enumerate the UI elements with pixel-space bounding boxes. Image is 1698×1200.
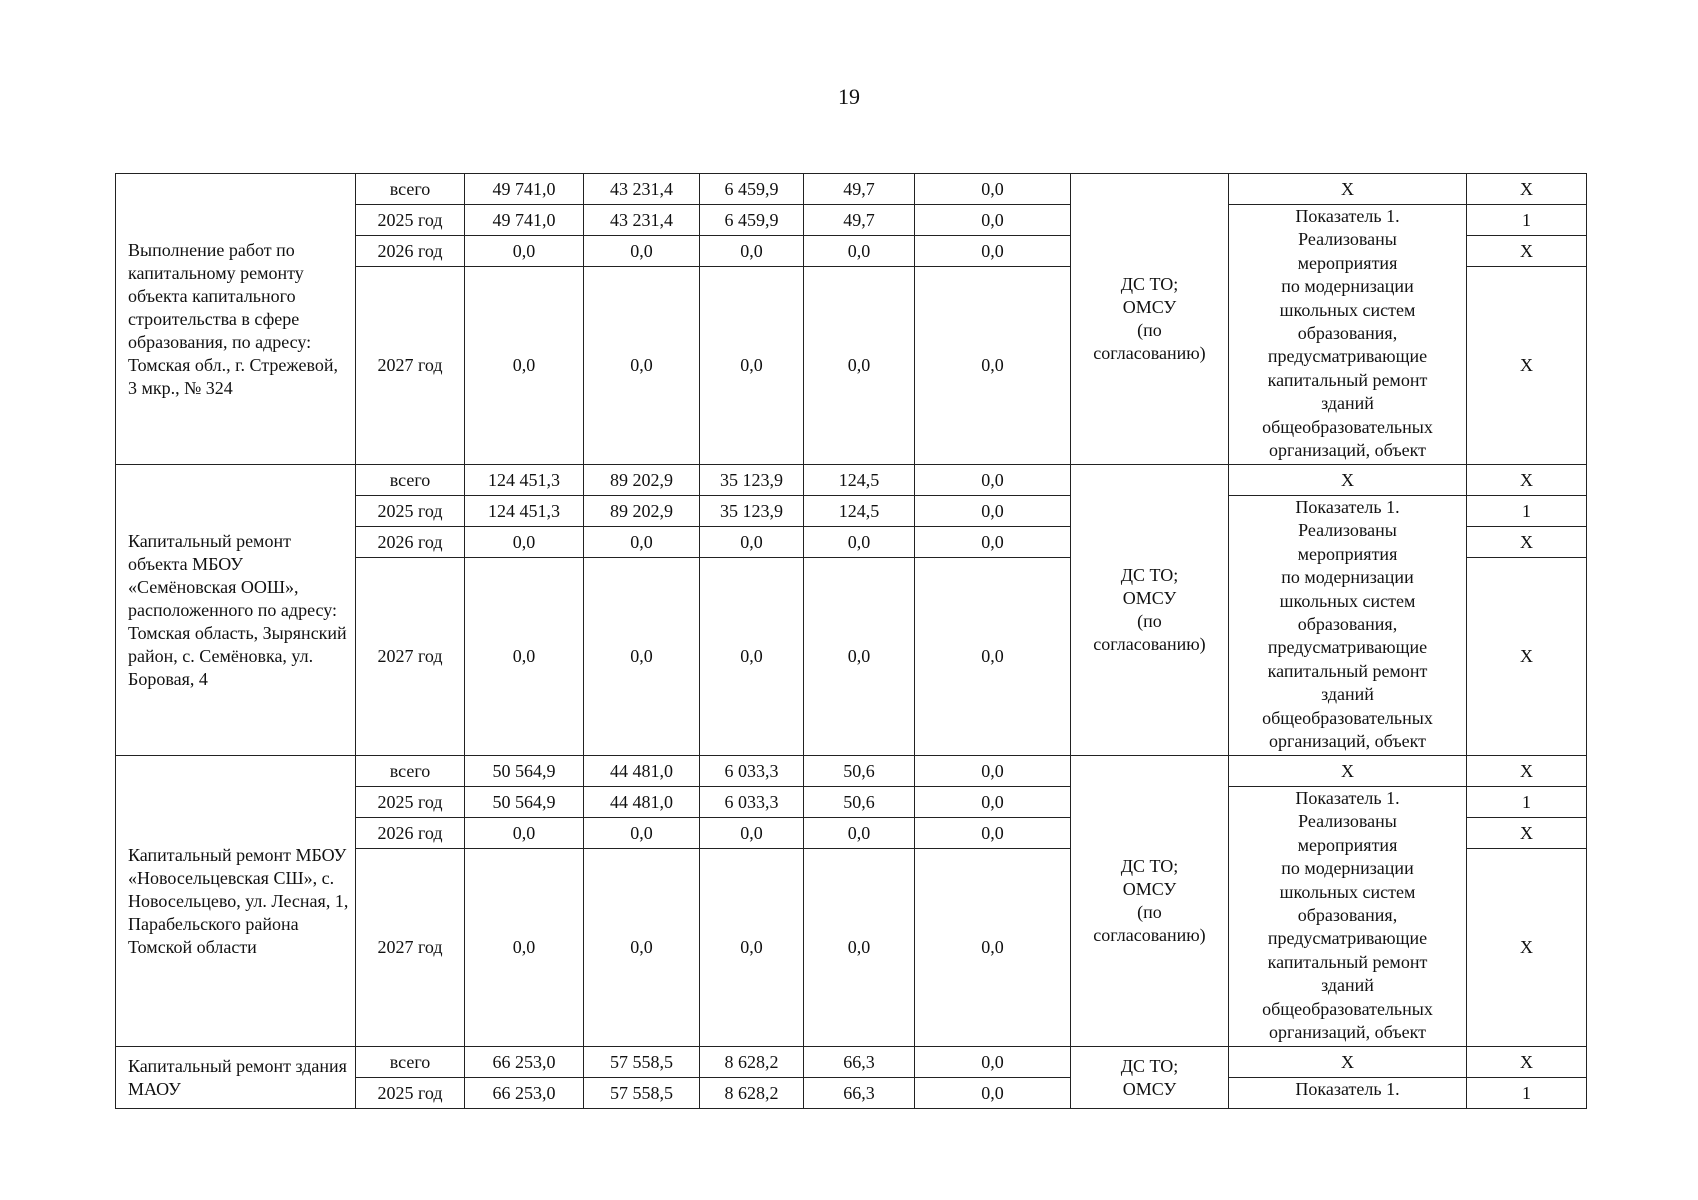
indicator-value: X: [1467, 558, 1587, 756]
executor-line: ОМСУ: [1122, 1078, 1177, 1099]
indicator-value: X: [1467, 236, 1587, 267]
amount-regional: 0,0: [700, 267, 804, 465]
page-number: 19: [838, 84, 860, 109]
amount-regional: 6 033,3: [700, 787, 804, 818]
amount-local: 0,0: [804, 527, 915, 558]
amount-other: 0,0: [915, 558, 1071, 756]
amount-local: 0,0: [804, 849, 915, 1047]
amount-regional: 8 628,2: [700, 1078, 804, 1109]
indicator-value: X: [1467, 174, 1587, 205]
indicator-line: капитальный ремонт: [1267, 951, 1428, 972]
table-row: [116, 174, 1587, 205]
amount-other: 0,0: [915, 236, 1071, 267]
indicator-line: образования,: [1297, 905, 1398, 926]
amount-regional: 6 459,9: [700, 174, 804, 205]
amount-regional: 6 459,9: [700, 205, 804, 236]
amount-total: 66 253,0: [465, 1047, 584, 1078]
executor-line: ДС ТО;: [1120, 565, 1179, 585]
indicator-line: Показатель 1.: [1295, 206, 1400, 226]
amount-total: 0,0: [465, 558, 584, 756]
amount-total: 124 451,3: [465, 465, 584, 496]
indicator-line: общеобразовательных: [1262, 998, 1433, 1019]
period-cell: 2025 год: [356, 787, 465, 818]
amount-other: 0,0: [915, 818, 1071, 849]
amount-local: 66,3: [804, 1047, 915, 1078]
amount-federal: 0,0: [584, 527, 700, 558]
table-row: [116, 1047, 1587, 1078]
indicator-line: по модернизации: [1281, 567, 1414, 588]
amount-local: 124,5: [804, 465, 915, 496]
amount-total: 0,0: [465, 849, 584, 1047]
indicator-line: образования,: [1297, 323, 1398, 344]
amount-federal: 89 202,9: [584, 465, 700, 496]
table-row: [116, 756, 1587, 787]
amount-federal: 0,0: [584, 849, 700, 1047]
indicator-line: организаций, объект: [1268, 1022, 1427, 1043]
amount-regional: 8 628,2: [700, 1047, 804, 1078]
amount-other: 0,0: [915, 787, 1071, 818]
indicator-line: мероприятия: [1297, 252, 1398, 273]
indicator-line: Показатель 1.: [1295, 497, 1400, 517]
indicator-line: капитальный ремонт: [1267, 660, 1428, 681]
indicator-value: 1: [1467, 496, 1587, 527]
amount-total: 50 564,9: [465, 756, 584, 787]
period-cell: 2027 год: [356, 558, 465, 756]
amount-local: 0,0: [804, 236, 915, 267]
executor-cell: [1071, 465, 1229, 756]
indicator-line: Показатель 1.: [1295, 788, 1400, 808]
executor-line: согласованию): [1093, 925, 1206, 945]
amount-other: 0,0: [915, 496, 1071, 527]
executor-line: ОМСУ: [1122, 297, 1177, 317]
executor-cell: [1071, 174, 1229, 465]
project-description: Капитальный ремонт МБОУ «Новосельцевская СШ», с. Новосельцево, ул. Лесная, 1, Парабельского района Томской области: [116, 756, 356, 1047]
indicator-line: предусматривающие: [1267, 928, 1428, 949]
indicator-line: общеобразовательных: [1262, 416, 1433, 437]
amount-federal: 0,0: [584, 236, 700, 267]
indicator-line: школьных систем: [1279, 299, 1416, 320]
amount-federal: 0,0: [584, 818, 700, 849]
indicator-line: общеобразовательных: [1262, 707, 1433, 728]
indicator-line: по модернизации: [1281, 858, 1414, 879]
amount-federal: 44 481,0: [584, 787, 700, 818]
executor-line: ОМСУ: [1122, 588, 1177, 608]
indicator-value: X: [1467, 527, 1587, 558]
project-description: Выполнение работ по капитальному ремонту объекта капитального строительства в сфере образования, по адресу: Томская обл., г. Стрежевой, 3 мкр., № 324: [116, 174, 356, 465]
amount-local: 49,7: [804, 205, 915, 236]
indicator-line: Показатель 1.: [1295, 1079, 1400, 1099]
amount-other: 0,0: [915, 1047, 1071, 1078]
amount-federal: 0,0: [584, 267, 700, 465]
amount-regional: 0,0: [700, 818, 804, 849]
amount-regional: 0,0: [700, 849, 804, 1047]
amount-federal: 0,0: [584, 558, 700, 756]
indicator-text: [1229, 496, 1467, 756]
indicator-line: организаций, объект: [1268, 440, 1427, 461]
executor-line: согласованию): [1093, 634, 1206, 654]
amount-local: 66,3: [804, 1078, 915, 1109]
amount-other: 0,0: [915, 267, 1071, 465]
period-cell: 2025 год: [356, 205, 465, 236]
indicator-line: Реализованы: [1298, 811, 1397, 832]
executor-cell: [1071, 1047, 1229, 1109]
amount-federal: 57 558,5: [584, 1078, 700, 1109]
period-cell: всего: [356, 1047, 465, 1078]
indicator-value: X: [1467, 1047, 1587, 1078]
amount-local: 0,0: [804, 818, 915, 849]
indicator-line: по модернизации: [1281, 276, 1414, 297]
amount-federal: 44 481,0: [584, 756, 700, 787]
indicator-line: зданий: [1321, 684, 1374, 705]
indicator-value: 1: [1467, 1078, 1587, 1109]
executor-line: согласованию): [1093, 343, 1206, 363]
amount-local: 0,0: [804, 558, 915, 756]
amount-other: 0,0: [915, 756, 1071, 787]
executor-line: (по: [1137, 902, 1162, 922]
amount-federal: 89 202,9: [584, 496, 700, 527]
amount-other: 0,0: [915, 849, 1071, 1047]
amount-local: 50,6: [804, 756, 915, 787]
amount-other: 0,0: [915, 205, 1071, 236]
amount-total: 0,0: [465, 818, 584, 849]
amount-regional: 0,0: [700, 527, 804, 558]
table-row: [116, 465, 1587, 496]
amount-total: 0,0: [465, 527, 584, 558]
indicator-line: образования,: [1297, 614, 1398, 635]
period-cell: 2026 год: [356, 818, 465, 849]
executor-line: (по: [1137, 320, 1162, 340]
indicator-text: [1229, 205, 1467, 465]
amount-total: 124 451,3: [465, 496, 584, 527]
amount-local: 0,0: [804, 267, 915, 465]
amount-local: 50,6: [804, 787, 915, 818]
executor-line: (по: [1137, 611, 1162, 631]
indicator-value: X: [1467, 849, 1587, 1047]
amount-total: 66 253,0: [465, 1078, 584, 1109]
amount-other: 0,0: [915, 174, 1071, 205]
amount-federal: 43 231,4: [584, 205, 700, 236]
amount-federal: 57 558,5: [584, 1047, 700, 1078]
amount-regional: 35 123,9: [700, 496, 804, 527]
period-cell: всего: [356, 465, 465, 496]
indicator-header: X: [1229, 1047, 1467, 1078]
period-cell: 2026 год: [356, 236, 465, 267]
indicator-header: X: [1229, 756, 1467, 787]
amount-regional: 0,0: [700, 236, 804, 267]
amount-federal: 43 231,4: [584, 174, 700, 205]
amount-regional: 6 033,3: [700, 756, 804, 787]
indicator-line: Реализованы: [1298, 520, 1397, 541]
period-cell: 2027 год: [356, 849, 465, 1047]
period-cell: 2025 год: [356, 496, 465, 527]
project-description: Капитальный ремонт объекта МБОУ «Семёновская ООШ», расположенного по адресу: Томская область, Зырянский район, с. Семёновка, ул. Боровая, 4: [116, 465, 356, 756]
indicator-line: мероприятия: [1297, 834, 1398, 855]
period-cell: всего: [356, 756, 465, 787]
period-cell: 2026 год: [356, 527, 465, 558]
amount-total: 0,0: [465, 236, 584, 267]
indicator-line: организаций, объект: [1268, 731, 1427, 752]
indicator-value: X: [1467, 465, 1587, 496]
executor-cell: [1071, 756, 1229, 1047]
period-cell: 2027 год: [356, 267, 465, 465]
amount-local: 49,7: [804, 174, 915, 205]
indicator-value: 1: [1467, 205, 1587, 236]
indicator-line: Реализованы: [1298, 229, 1397, 250]
executor-line: ДС ТО;: [1120, 856, 1179, 876]
amount-local: 124,5: [804, 496, 915, 527]
indicator-line: зданий: [1321, 975, 1374, 996]
amount-total: 49 741,0: [465, 174, 584, 205]
indicator-header: X: [1229, 174, 1467, 205]
amount-other: 0,0: [915, 465, 1071, 496]
indicator-value: X: [1467, 818, 1587, 849]
executor-line: ДС ТО;: [1120, 274, 1179, 294]
indicator-line: предусматривающие: [1267, 637, 1428, 658]
indicator-line: школьных систем: [1279, 881, 1416, 902]
indicator-text: [1229, 787, 1467, 1047]
indicator-value: 1: [1467, 787, 1587, 818]
amount-regional: 35 123,9: [700, 465, 804, 496]
amount-regional: 0,0: [700, 558, 804, 756]
amount-total: 49 741,0: [465, 205, 584, 236]
indicator-line: зданий: [1321, 393, 1374, 414]
project-description: Капитальный ремонт здания МАОУ: [116, 1047, 356, 1109]
indicator-line: капитальный ремонт: [1267, 369, 1428, 390]
executor-line: ОМСУ: [1122, 879, 1177, 899]
amount-total: 0,0: [465, 267, 584, 465]
indicator-value: X: [1467, 267, 1587, 465]
period-cell: 2025 год: [356, 1078, 465, 1109]
executor-line: ДС ТО;: [1120, 1055, 1179, 1076]
amount-other: 0,0: [915, 527, 1071, 558]
indicator-text: [1229, 1078, 1467, 1109]
amount-other: 0,0: [915, 1078, 1071, 1109]
indicator-line: школьных систем: [1279, 590, 1416, 611]
indicator-value: X: [1467, 756, 1587, 787]
budget-table: [115, 173, 1587, 1109]
period-cell: всего: [356, 174, 465, 205]
indicator-header: X: [1229, 465, 1467, 496]
indicator-line: мероприятия: [1297, 543, 1398, 564]
amount-total: 50 564,9: [465, 787, 584, 818]
indicator-line: предусматривающие: [1267, 346, 1428, 367]
